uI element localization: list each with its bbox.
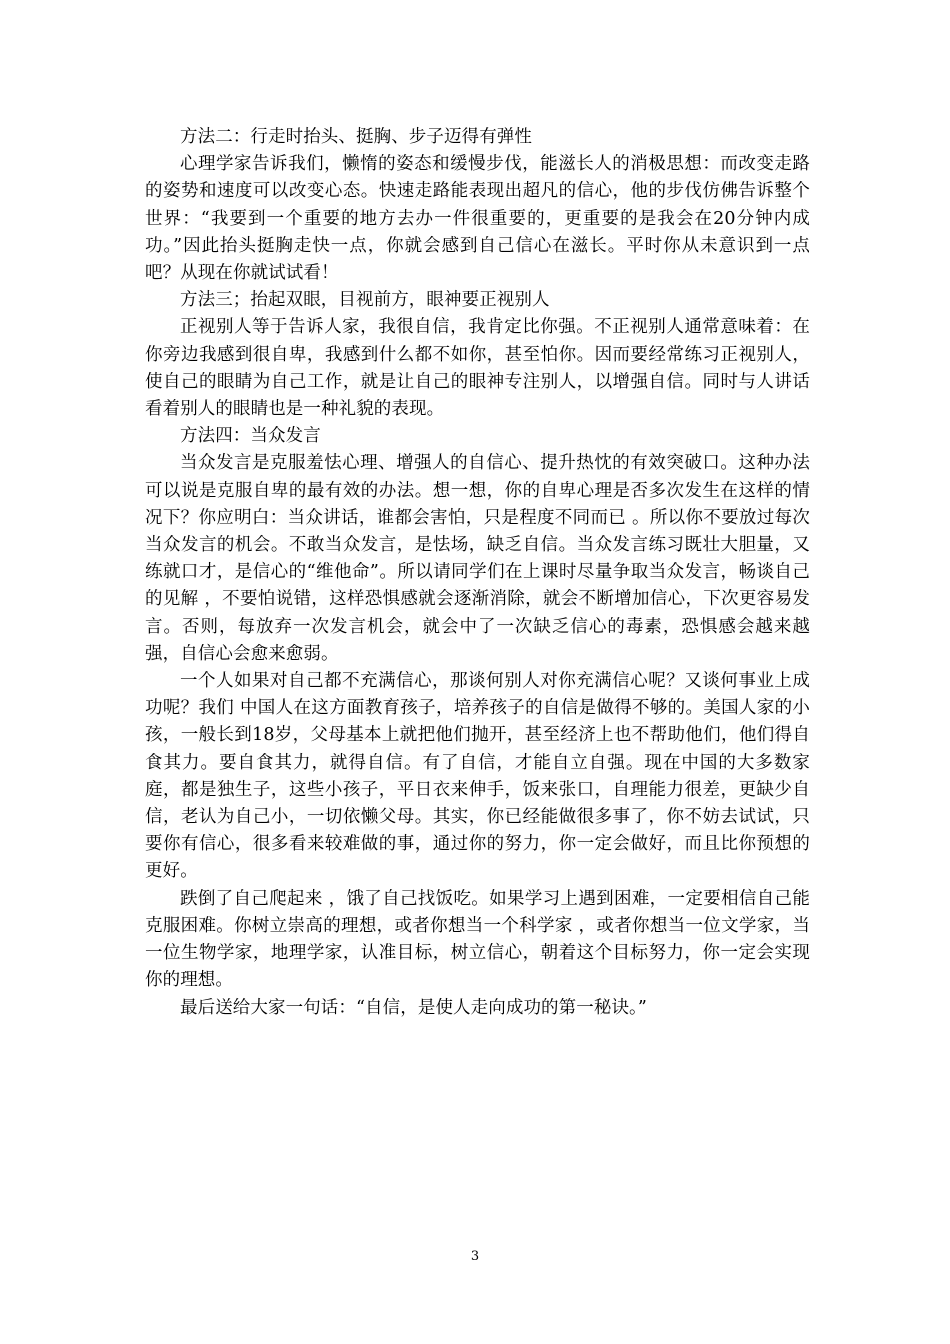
method-three-paragraph: 正视别人等于告诉人家，我很自信，我肯定比你强。不正视别人通常意味着：在你旁边我感到很自卑，我感到什么都不如你，甚至怕你。因而要经常练习正视别人，使自己的眼睛为自己工作，就是让自己的眼神专注别人，以增强自信。同时与人讲话看着别人的眼睛也是一种礼貌的表现。 (145, 317, 810, 420)
method-two-heading: 方法二：行走时抬头、挺胸、步子迈得有弹性 (180, 127, 532, 147)
closing-paragraph: 最后送给大家一句话：“自信，是使人走向成功的第一秘诀。” (180, 997, 647, 1018)
method-two-paragraph: 心理学家告诉我们，懒惰的姿态和缓慢步伐，能滋长人的消极思想：而改变走路的姿势和速度可以改变心态。快速走路能表现出超凡的信心，他的步伐仿佛告诉整个世界：“我要到一个重要的地方去办一件很重要的，更重要的是我会在20分钟内成功。”因此抬头挺胸走快一点，你就会感到自己信心在滋长。平时你从未意识到一点吧？从现在你就试试看！ (145, 154, 810, 284)
confidence-paragraph: 一个人如果对自己都不充满信心，那谈何别人对你充满信心呢？又谈何事业上成功呢？我们 中国人在这方面教育孩子，培养孩子的自信是做得不够的。美国人家的小孩，一般长到18岁，父母基本上就把他们抛开，甚至经济上也不帮助他们，他们得自食其力。要自食其力，就得自信。有了自信，才能自立自强。现在中国的大多数家庭，都是独生子，这些小孩子，平日衣来伸手，饭来张口，自理能力很差，更缺少自信，老认为自己小，一切依懒父母。其实，你已经能做很多事了，你不妨去试试，只要你有信心，很多看来较难做的事，通过你的努力，你一定会做好，而且比你预想的更好。 (145, 671, 810, 882)
method-four-heading: 方法四：当众发言 (180, 426, 321, 447)
document-body (145, 124, 810, 1022)
method-three-heading: 方法三；抬起双眼，目视前方，眼神要正视别人 (180, 290, 550, 311)
method-four-paragraph: 当众发言是克服羞怯心理、增强人的自信心、提升热忱的有效突破口。这种办法可以说是克服自卑的最有效的办法。想一想，你的自卑心理是否多次发生在这样的情况下？你应明白：当众讲话，谁都会害怕，只是程度不同而已 。所以你不要放过每次当众发言的机会。不敢当众发言，是怯场，缺乏自信。当众发言练习既壮大胆量，又练就口才，是信心的“维他命”。所以请同学们在上课时尽量争取当众发言，畅谈自己的见解 ，不要怕说错，这样恐惧感就会逐渐消除，就会不断增加信心，下次更容易发言。否则，每放弃一次发言机会，就会中了一次缺乏信心的毒素，恐惧感会越来越强，自信心会愈来愈弱。 (145, 453, 810, 664)
ideal-paragraph: 跌倒了自己爬起来 ，饿了自己找饭吃。如果学习上遇到困难，一定要相信自己能克服困难。你树立崇高的理想，或者你想当一个科学家 ，或者你想当一位文学家，当一位生物学家，地理学家，认准目标，树立信心，朝着这个目标努力，你一定会实现你的理想。 (145, 888, 810, 991)
page-number: 3 (470, 1249, 480, 1264)
